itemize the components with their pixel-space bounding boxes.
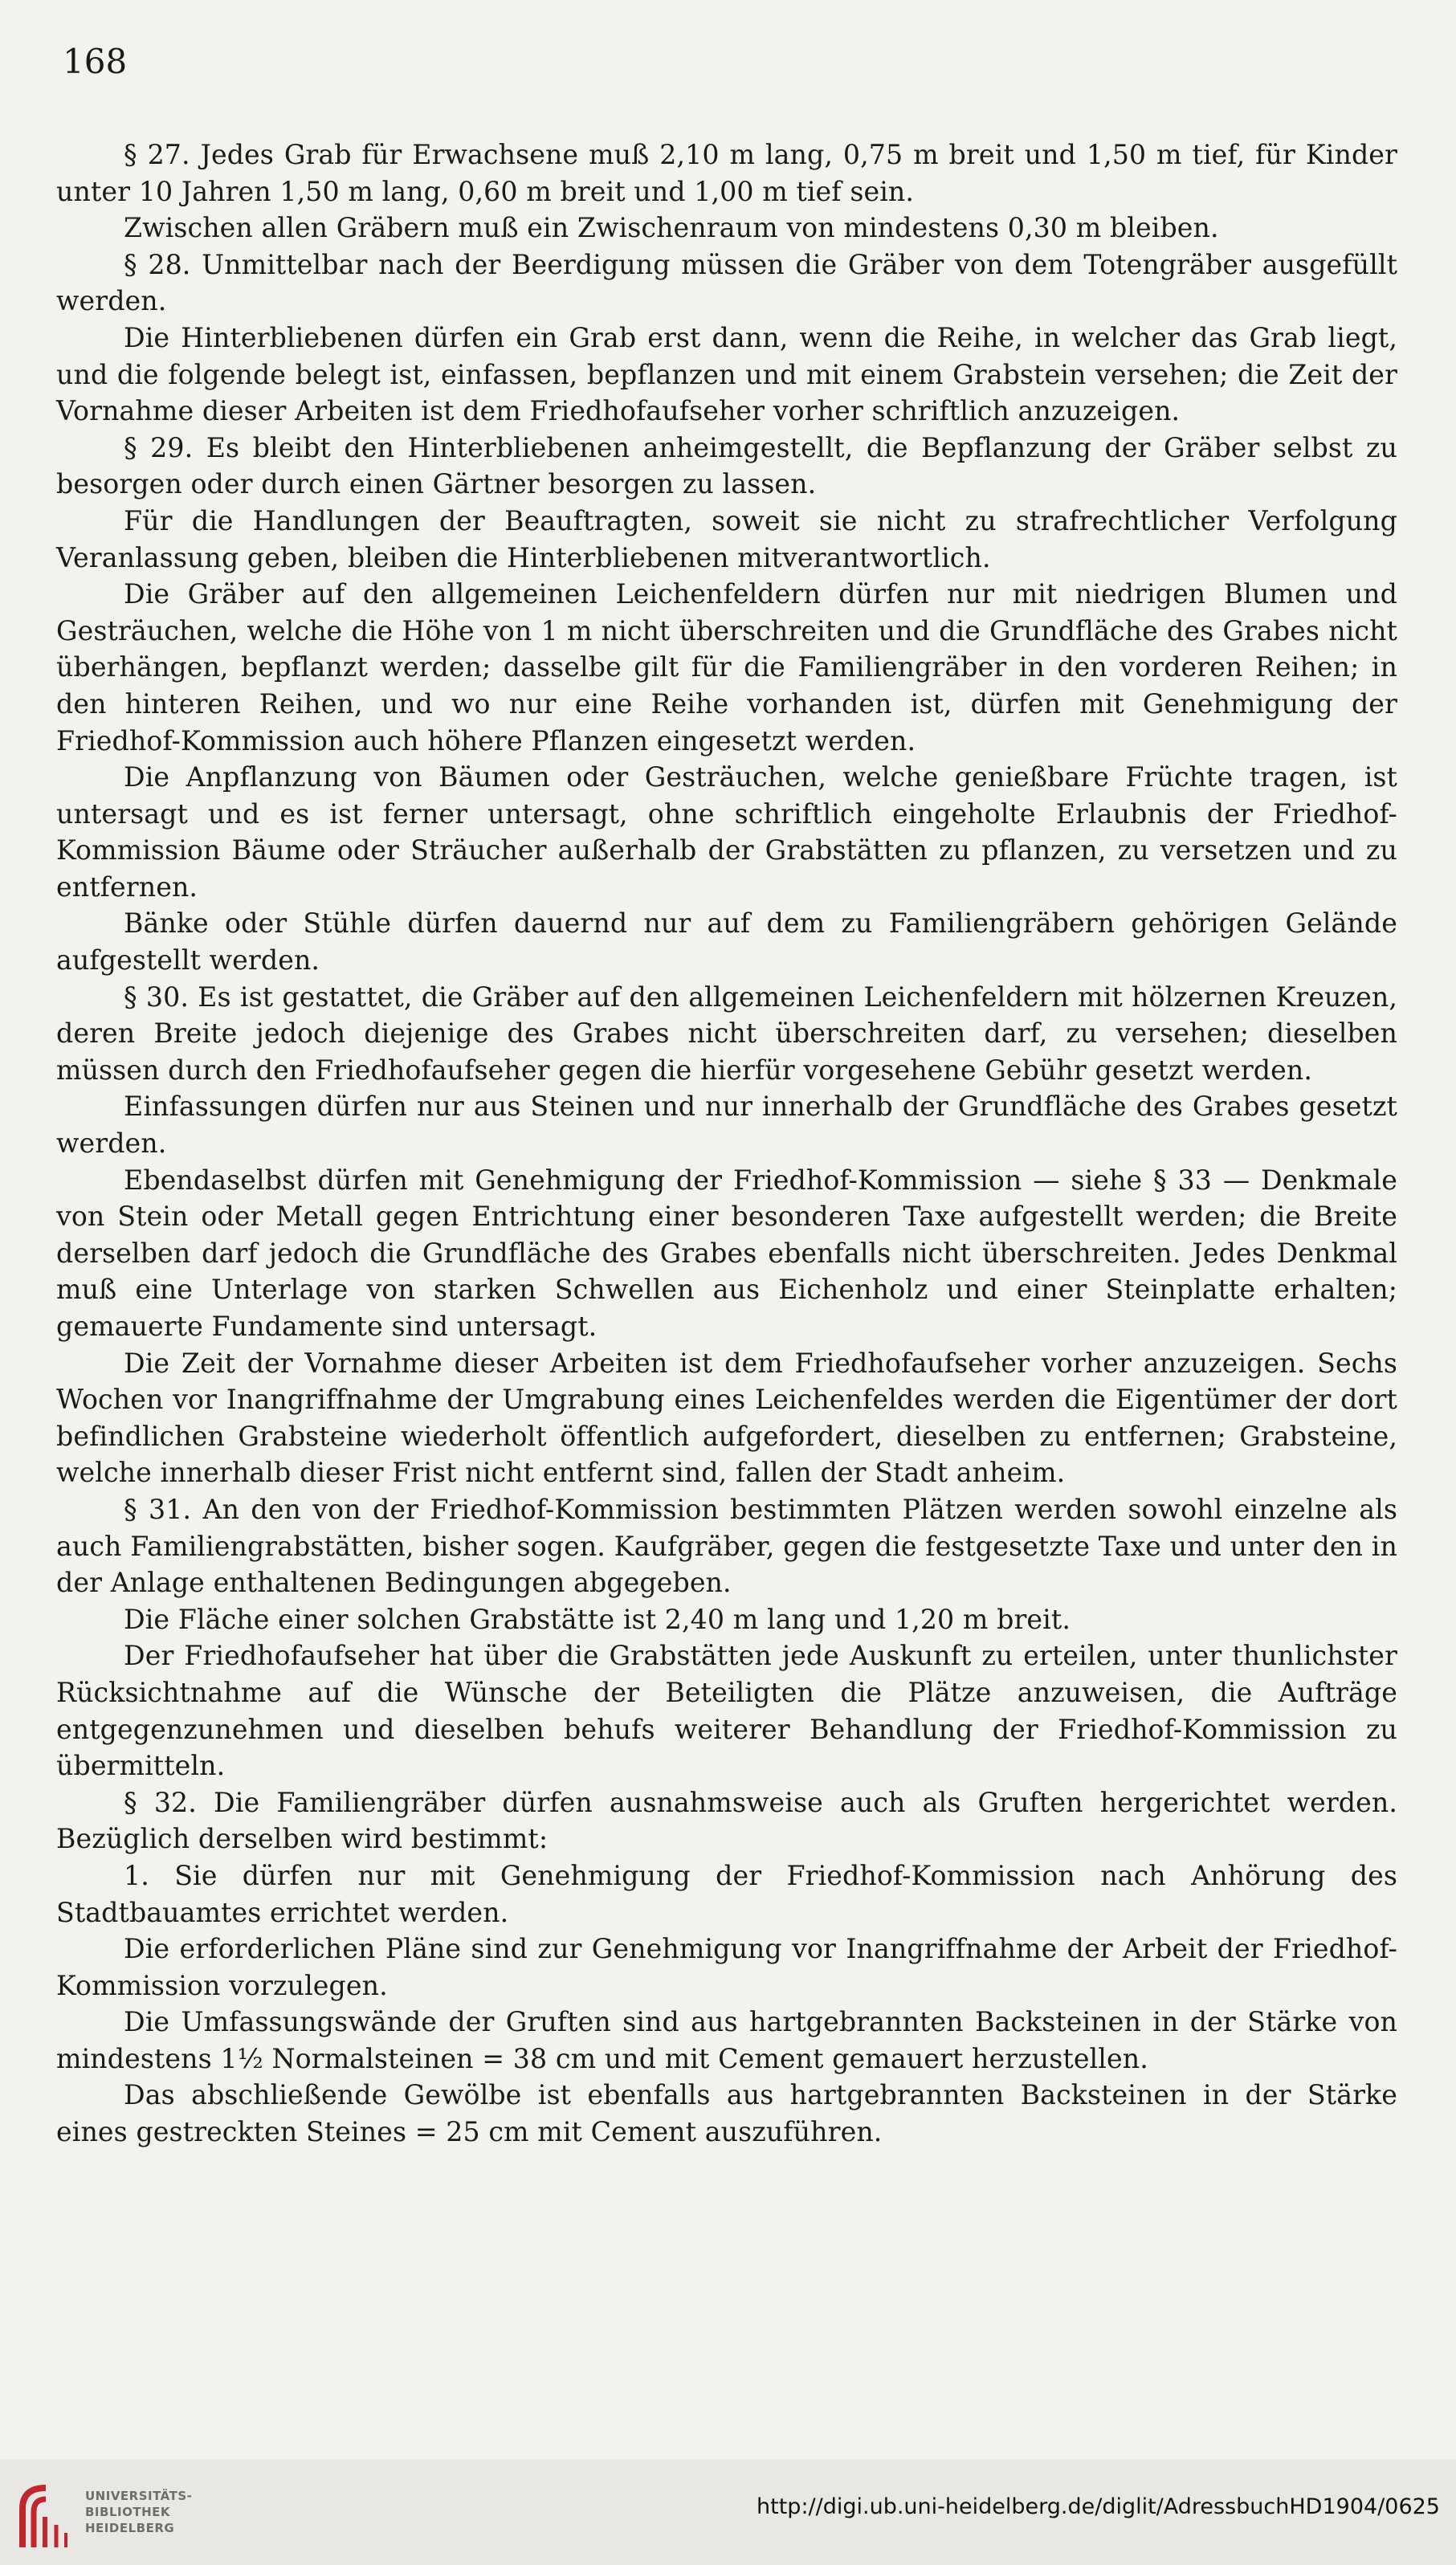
paragraph-9: Bänke oder Stühle dürfen dauernd nur auf dem zu Familiengräbern gehörigen Gelände aufgestellt werden. — [56, 907, 1397, 977]
paragraph-4: Die Hinterbliebenen dürfen ein Grab erst dann, wenn die Reihe, in welcher das Grab liegt, und die folgende belegt ist, einfassen, bepflanzen und mit einem Grabstein versehen; die Zeit der Vornahme dieser Arbeiten ist dem Friedhofaufseher vorher schriftlich anzuzeigen. — [56, 321, 1397, 427]
library-logo-icon — [14, 2477, 77, 2552]
paragraph-7: Die Gräber auf den allgemeinen Leichenfeldern dürfen nur mit niedrigen Blumen und Gesträuchen, welche die Höhe von 1 m nicht überschreiten und die Grundfläche des Grabes nicht überhängen, bepflanzt werden; dasselbe gilt für die Familiengräber in den vorderen Reihen; in den hinteren Reihen, und wo nur eine Reihe vorhanden ist, dürfen mit Genehmigung der Friedhof-Kommission auch höhere Pflanzen eingesetzt werden. — [56, 578, 1397, 756]
paragraph-18: 1. Sie dürfen nur mit Genehmigung der Friedhof-Kommission nach Anhörung des Stadtbauamtes errichtet werden. — [56, 1859, 1397, 1928]
paragraph-13: Die Zeit der Vornahme dieser Arbeiten ist dem Friedhofaufseher vorher anzuzeigen. Sechs Wochen vor Inangriffnahme der Umgrabung eines Leichenfeldes werden die Eigentümer der dort befindlichen Grabsteine wiederholt öffentlich aufgefordert, dieselben zu entfernen; Grabsteine, welche innerhalb dieser Frist nicht entfernt sind, fallen der Stadt anheim. — [56, 1347, 1397, 1489]
footer-bar — [0, 2459, 1456, 2565]
paragraph-12: Ebendaselbst dürfen mit Genehmigung der Friedhof-Kommission — siehe § 33 — Denkmale von Stein oder Metall gegen Entrichtung einer besonderen Taxe aufgestellt werden; die Breite derselben darf jedoch die Grundfläche des Grabes ebenfalls nicht überschreiten. Jedes Denkmal muß eine Unterlage von starken Schwellen aus Eichenholz und einer Steinplatte erhalten; gemauerte Fundamente sind untersagt. — [56, 1164, 1397, 1342]
paragraph-19: Die erforderlichen Pläne sind zur Genehmigung vor Inangriffnahme der Arbeit der Friedhof-Kommission vorzulegen. — [56, 1933, 1397, 2001]
paragraph-14: § 31. An den von der Friedhof-Kommission bestimmten Plätzen werden sowohl einzelne als auch Familiengrabstätten, bisher sogen. Kaufgräber, gegen die festgesetzte Taxe und unter den in der Anlage enthaltenen Bedingungen abgegeben. — [56, 1493, 1397, 1599]
library-name-line-3: HEIDELBERG — [85, 2521, 175, 2535]
library-name-line-2: BIBLIOTHEK — [85, 2505, 170, 2519]
page-number: 168 — [63, 42, 128, 81]
paragraph-1: § 27. Jedes Grab für Erwachsene muß 2,10 m lang, 0,75 m breit und 1,50 m tief, für Kinder unter 10 Jahren 1,50 m lang, 0,60 m breit und 1,00 m tief sein. — [56, 139, 1397, 207]
source-url-link[interactable]: http://digi.ub.uni-heidelberg.de/diglit/AdressbuchHD1904/0625 — [757, 2494, 1440, 2519]
paragraph-17: § 32. Die Familiengräber dürfen ausnahmsweise auch als Gruften hergerichtet werden. Bezüglich derselben wird bestimmt: — [56, 1786, 1397, 1855]
paragraph-3: § 28. Unmittelbar nach der Beerdigung müssen die Gräber von dem Totengräber ausgefüllt werden. — [56, 248, 1397, 317]
document-body — [56, 137, 1397, 2151]
library-name-line-1: UNIVERSITÄTS- — [85, 2489, 193, 2503]
paragraph-21: Das abschließende Gewölbe ist ebenfalls aus hartgebrannten Backsteinen in der Stärke eines gestreckten Steines = 25 cm mit Cement auszuführen. — [56, 2079, 1397, 2148]
paragraph-10: § 30. Es ist gestattet, die Gräber auf den allgemeinen Leichenfeldern mit hölzernen Kreuzen, deren Breite jedoch diejenige des Grabes nicht überschreiten darf, zu versehen; dieselben müssen durch den Friedhofaufseher gegen die hierfür vorgesehene Gebühr gesetzt werden. — [56, 981, 1397, 1086]
paragraph-15: Die Fläche einer solchen Grabstätte ist 2,40 m lang und 1,20 m breit. — [124, 1603, 1071, 1635]
paragraph-16: Der Friedhofaufseher hat über die Grabstätten jede Auskunft zu erteilen, unter thunlichster Rücksichtnahme auf die Wünsche der Beteiligten die Plätze anzuweisen, die Aufträge entgegenzunehmen und dieselben behufs weiterer Behandlung der Friedhof-Kommission zu übermitteln. — [56, 1640, 1397, 1782]
library-name — [85, 2488, 192, 2536]
paragraph-6: Für die Handlungen der Beauftragten, soweit sie nicht zu strafrechtlicher Verfolgung Veranlassung geben, bleiben die Hinterbliebenen mitverantwortlich. — [56, 504, 1397, 573]
paragraph-11: Einfassungen dürfen nur aus Steinen und nur innerhalb der Grundfläche des Grabes gesetzt werden. — [56, 1091, 1397, 1160]
paragraph-2: Zwischen allen Gräbern muß ein Zwischenraum von mindestens 0,30 m bleiben. — [124, 212, 1219, 244]
paragraph-8: Die Anpflanzung von Bäumen oder Gesträuchen, welche genießbare Früchte tragen, ist untersagt und es ist ferner untersagt, ohne schriftlich eingeholte Erlaubnis der Friedhof-Kommission Bäume oder Sträucher außerhalb der Grabstätten zu pflanzen, zu versetzen und zu entfernen. — [56, 761, 1397, 903]
paragraph-5: § 29. Es bleibt den Hinterbliebenen anheimgestellt, die Bepflanzung der Gräber selbst zu besorgen oder durch einen Gärtner besorgen zu lassen. — [56, 431, 1397, 500]
paragraph-20: Die Umfassungswände der Gruften sind aus hartgebrannten Backsteinen in der Stärke von mindestens 1½ Normalsteinen = 38 cm und mit Cement gemauert herzustellen. — [56, 2006, 1397, 2074]
